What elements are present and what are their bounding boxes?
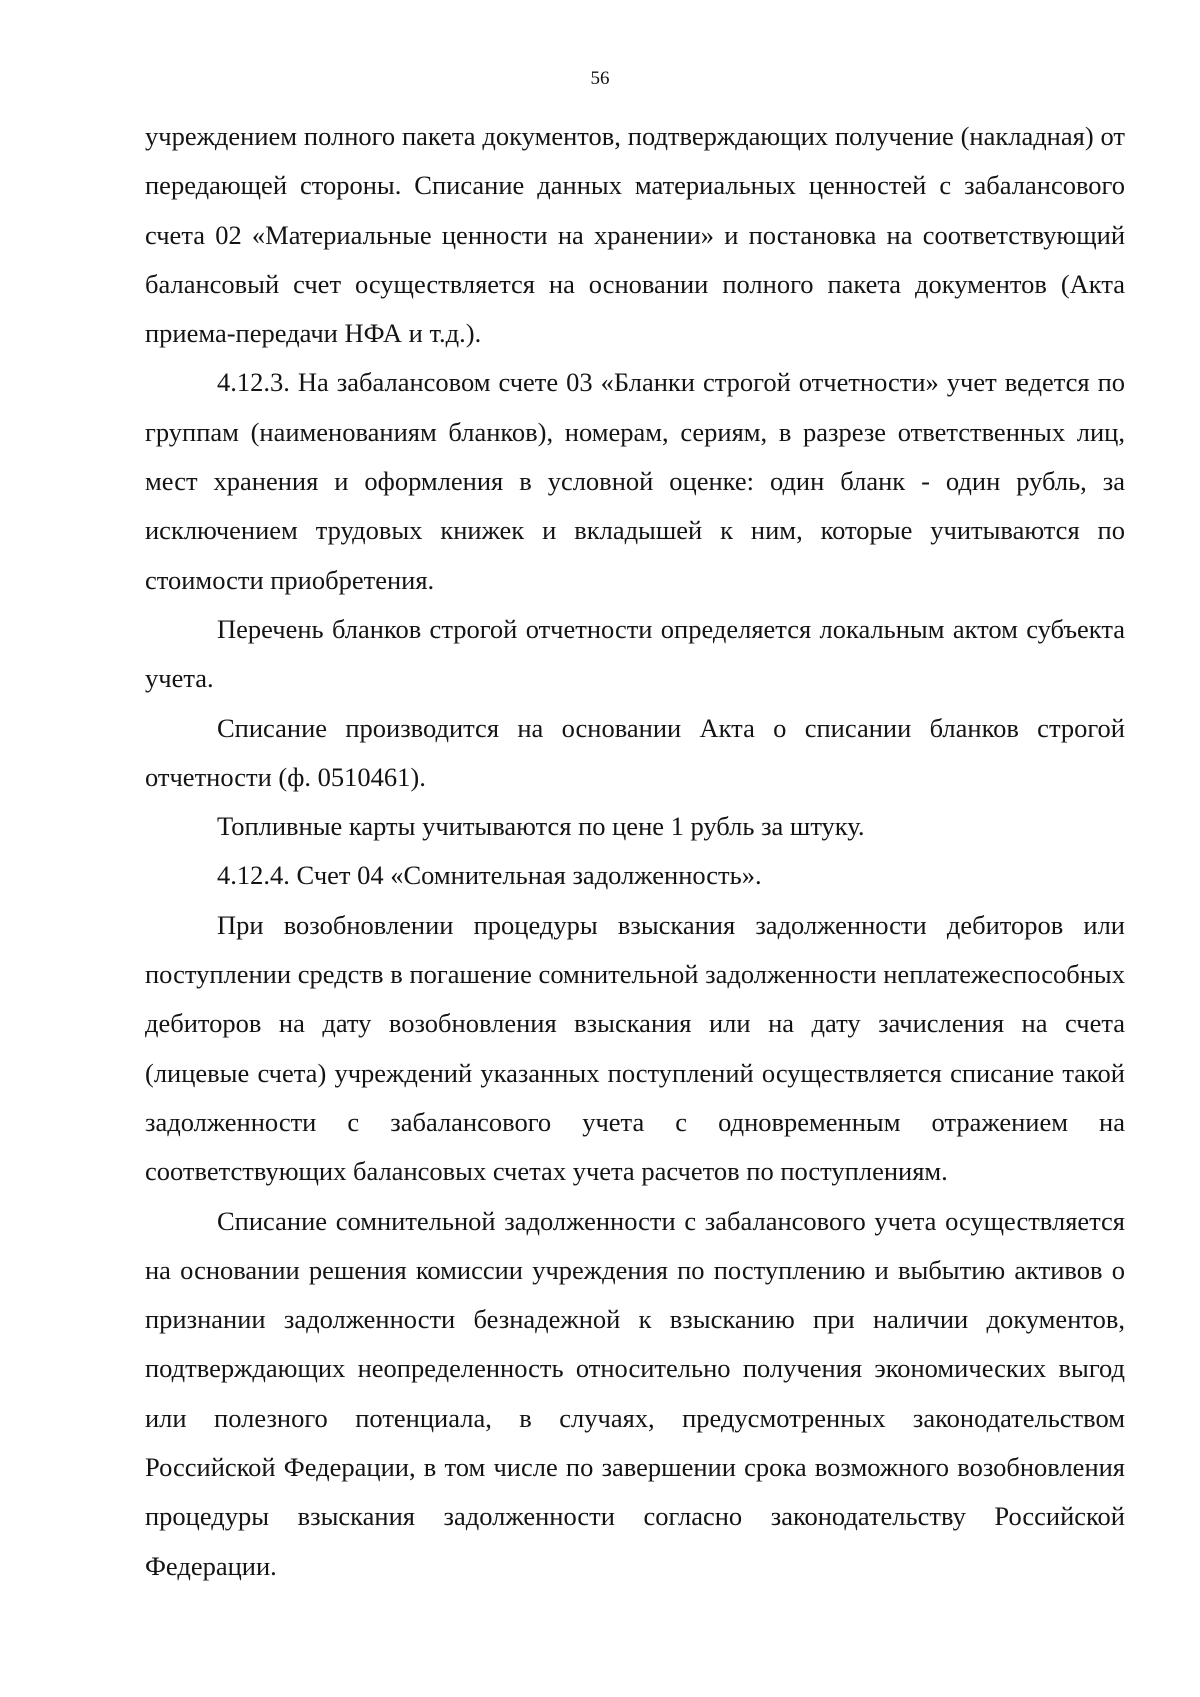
paragraph-4-12-3: 4.12.3. На забалансовом счете 03 «Бланки строгой отчетности» учет ведется по группам (наименованиям бланков), номерам, сериям, в разрезе ответственных лиц, мест хранения и оформления в условной оценке: один бланк - один рубль, за исключением трудовых книжек и вкладышей к ним, которые учитываются по стоимости приобретения. (145, 367, 1125, 595)
paragraph-continuation: учреждением полного пакета документов, подтверждающих получение (накладная) от передающей стороны. Списание данных материальных ценностей с забалансового счета 02 «Материальные ценности на хранении» и постановка на соответствующий балансовый счет осуществляется на основании полного пакета документов (Акта приема-передачи НФА и т.д.). (145, 121, 1125, 349)
page-number: 56 (590, 68, 610, 89)
paragraph-4-12-4: 4.12.4. Счет 04 «Сомнительная задолженность». (217, 860, 762, 891)
paragraph-debt-write-off: Списание сомнительной задолженности с забалансового учета осуществляется на основании решения комиссии учреждения по поступлению и выбытию активов о признании задолженности безнадежной к взысканию при наличии документов, подтверждающих неопределенность относительно получения экономических выгод или полезного потенциала, в случаях, предусмотренных законодательством Российской Федерации, в том числе по завершении срока возможного возобновления процедуры взыскания задолженности согласно законодательству Российской Федерации. (145, 1205, 1125, 1581)
paragraph-debt-recovery: При возобновлении процедуры взыскания задолженности дебиторов или поступлении средств в погашение сомнительной задолженности неплатежеспособных дебиторов на дату возобновления взыскания или на дату зачисления на счета (лицевые счета) учреждений указанных поступлений осуществляется списание такой задолженности с забалансового учета с одновременным отражением на соответствующих балансовых счетах учета расчетов по поступлениям. (145, 909, 1125, 1187)
paragraph-write-off-forms: Списание производится на основании Акта о списании бланков строгой отчетности (ф. 0510461). (145, 712, 1125, 792)
paragraph-forms-list: Перечень бланков строгой отчетности определяется локальным актом субъекта учета. (145, 613, 1125, 694)
paragraph-fuel-cards: Топливные карты учитываются по цене 1 рубль за штуку. (217, 811, 865, 842)
document-body (145, 112, 1125, 1591)
